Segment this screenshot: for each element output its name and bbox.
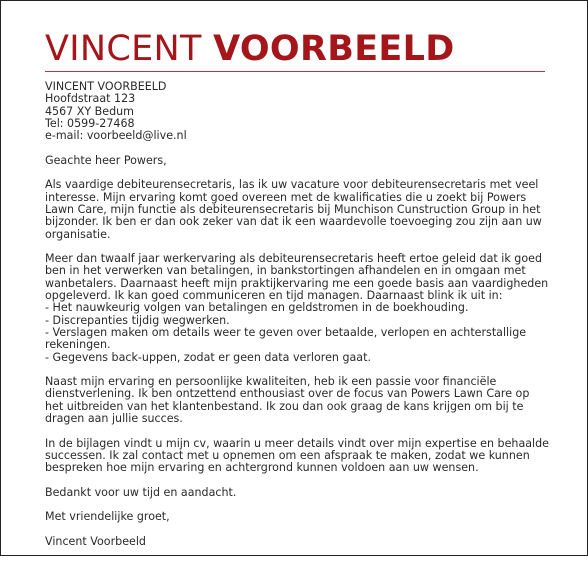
thanks-line: Bedankt voor uw tijd en aandacht. [45,485,237,499]
paragraph-2-intro: Meer dan twaalf jaar werkervaring als debiteurensecretaris heeft ertoe geleid dat ik goed ben in het verwerken van betalingen, in bankstortingen afhandelen en in omgaan met wanbetalers. Daarnaast heeft mijn praktijkervaring me een goede basis aan vaardigheden opgeleverd. Ik kan goed communiceren en tijd managen. Daarnaast blink ik uit in: [45,252,549,303]
closing: Met vriendelijke groet, [45,510,170,524]
header-last-name: VOORBEELD [213,29,455,69]
salutation: Geachte heer Powers, [45,153,167,167]
sender-city: 4567 XY Bedum [45,104,134,118]
list-item: - Discrepanties tijdig wegwerken. [45,313,230,327]
list-item: - Het nauwkeurig volgen van betalingen en geldstromen in de boekhouding. [45,301,469,315]
list-item: - Verslagen maken om details weer te geven over betaalde, verlopen en achterstallige rekeningen. [45,325,527,352]
paragraph-1: Als vaardige debiteurensecretaris, las ik uw vacature voor debiteurensecretaris met veel interesse. Mijn ervaring komt goed overeen met de kwalificaties die u zoekt bij Powers Lawn Care, mijn functie als debiteurensecretaris bij Munchison Cunstruction Group in het bijzonder. Ik ben er dan ook zeker van dat ik een waardevolle toevoeging zou zijn aan uw organisatie. [45,178,542,241]
letter-body [45,81,551,561]
sender-address [45,81,551,142]
sender-name: VINCENT VOORBEELD [45,80,167,93]
header-first-name: VINCENT [45,29,202,69]
paragraph-4: In de bijlagen vindt u mijn cv, waarin u meer details vindt over mijn expertise en behaalde successen. Ik zal contact met u opnemen om een afspraak te maken, zodat we kunnen bespreken hoe mijn ervaring en achtergrond kunnen voldoen aan uw wensen. [45,436,549,475]
header-divider [45,71,545,72]
name-header [45,29,455,69]
signature: Vincent Voorbeeld [45,534,146,548]
sender-email: e-mail: voorbeeld@live.nl [45,129,187,143]
skills-list [45,302,551,363]
list-item: - Gegevens back-uppen, zodat er geen data verloren gaat. [45,350,371,364]
sender-phone: Tel: 0599-27468 [45,116,135,130]
sender-street: Hoofdstraat 123 [45,92,136,106]
paragraph-3: Naast mijn ervaring en persoonlijke kwaliteiten, heb ik een passie voor financiële dienstverlening. Ik ben ontzettend enthousiast over de focus van Powers Lawn Care op het uitbreiden van het klantenbestand. Ik zou dan ook graag de kans krijgen om bij te dragen aan jullie succes. [45,375,530,426]
